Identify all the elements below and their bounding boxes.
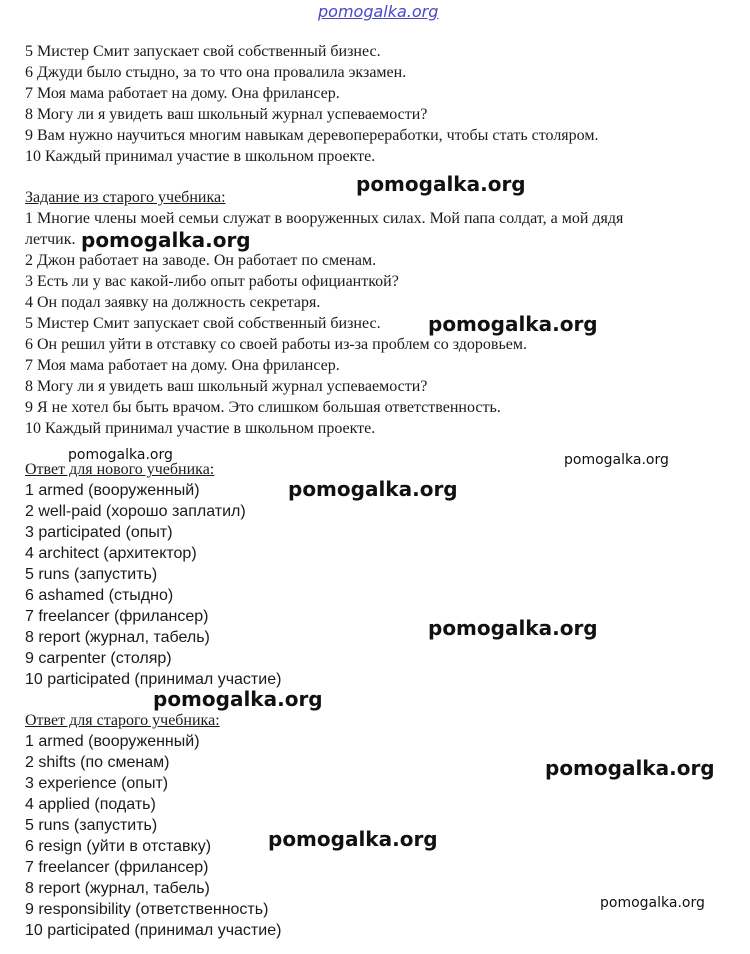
watermark: pomogalka.org	[428, 312, 598, 336]
old-task-line: 6 Он решил уйти в отставку со своей работы из-за проблем со здоровьем.	[25, 336, 528, 353]
old-answer-line: 7 freelancer (фрилансер)	[25, 859, 209, 876]
new-answer-line: 10 participated (принимал участие)	[25, 671, 282, 688]
new-answers-heading: Ответ для нового учебника:	[25, 461, 215, 478]
new-answer-line: 3 participated (опыт)	[25, 524, 173, 541]
header-watermark: pomogalka.org	[318, 2, 439, 21]
new-answer-line: 6 ashamed (стыдно)	[25, 587, 174, 604]
block1-line: 6 Джуди было стыдно, за то что она провалила экзамен.	[25, 64, 407, 81]
watermark: pomogalka.org	[600, 895, 705, 911]
watermark: pomogalka.org	[545, 756, 715, 780]
old-task-line: 4 Он подал заявку на должность секретаря.	[25, 294, 321, 311]
old-task-heading: Задание из старого учебника:	[25, 189, 226, 206]
watermark: pomogalka.org	[564, 452, 669, 468]
old-answer-line: 1 armed (вооруженный)	[25, 733, 200, 750]
watermark: pomogalka.org	[356, 172, 526, 196]
block1-line: 7 Моя мама работает на дому. Она фрилансер.	[25, 85, 340, 102]
watermark: pomogalka.org	[68, 447, 173, 463]
old-answer-line: 6 resign (уйти в отставку)	[25, 838, 212, 855]
new-answer-line: 8 report (журнал, табель)	[25, 629, 210, 646]
new-answer-line: 5 runs (запустить)	[25, 566, 158, 583]
watermark: pomogalka.org	[153, 687, 323, 711]
watermark: pomogalka.org	[268, 827, 438, 851]
new-answer-line: 9 carpenter (столяр)	[25, 650, 172, 667]
new-answer-line: 2 well-paid (хорошо заплатил)	[25, 503, 246, 520]
old-answer-line: 5 runs (запустить)	[25, 817, 158, 834]
watermark: pomogalka.org	[288, 477, 458, 501]
old-task-line: 2 Джон работает на заводе. Он работает по сменам.	[25, 252, 377, 269]
old-task-line: 10 Каждый принимал участие в школьном проекте.	[25, 420, 376, 437]
old-answer-line: 10 participated (принимал участие)	[25, 922, 282, 939]
new-answer-line: 4 architect (архитектор)	[25, 545, 197, 562]
old-task-line: 9 Я не хотел бы быть врачом. Это слишком большая ответственность.	[25, 399, 501, 416]
block1-line: 8 Могу ли я увидеть ваш школьный журнал успеваемости?	[25, 106, 428, 123]
old-task-line: 3 Есть ли у вас какой-либо опыт работы официанткой?	[25, 273, 399, 290]
old-task-line: 8 Могу ли я увидеть ваш школьный журнал успеваемости?	[25, 378, 428, 395]
old-task-line: 7 Моя мама работает на дому. Она фрилансер.	[25, 357, 340, 374]
old-answer-line: 4 applied (подать)	[25, 796, 156, 813]
old-answers-heading: Ответ для старого учебника:	[25, 712, 220, 729]
block1-line: 5 Мистер Смит запускает свой собственный бизнес.	[25, 43, 381, 60]
old-answer-line: 3 experience (опыт)	[25, 775, 169, 792]
block1-line: 10 Каждый принимал участие в школьном проекте.	[25, 148, 376, 165]
old-task-line: 1 Многие члены моей семьи служат в вооруженных силах. Мой папа солдат, а мой дядя	[25, 210, 624, 227]
block1-line: 9 Вам нужно научиться многим навыкам деревопереработки, чтобы стать столяром.	[25, 127, 599, 144]
new-answer-line: 7 freelancer (фрилансер)	[25, 608, 209, 625]
old-answer-line: 9 responsibility (ответственность)	[25, 901, 269, 918]
watermark: pomogalka.org	[428, 616, 598, 640]
new-answer-line: 1 armed (вооруженный)	[25, 482, 200, 499]
old-task-line: летчик.	[25, 231, 76, 248]
old-task-line: 5 Мистер Смит запускает свой собственный бизнес.	[25, 315, 381, 332]
watermark: pomogalka.org	[81, 228, 251, 252]
old-answer-line: 2 shifts (по сменам)	[25, 754, 170, 771]
old-answer-line: 8 report (журнал, табель)	[25, 880, 210, 897]
